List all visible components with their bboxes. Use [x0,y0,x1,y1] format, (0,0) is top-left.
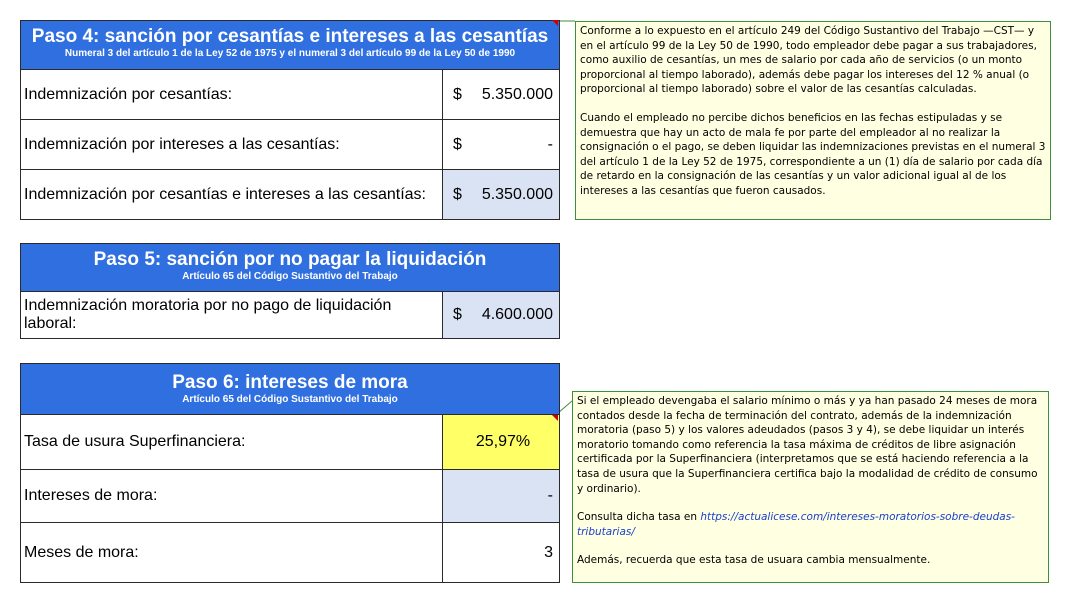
cesantias-value: 5.350.000 [481,85,553,103]
step4-row-cesantias [21,70,559,120]
step5-row-moratoria [21,292,559,338]
cesantias-cell[interactable] [443,70,559,119]
comment-box-intereses-mora [572,391,1049,583]
comment2-link-prefix: Consulta dicha tasa en [577,511,701,524]
step4-row-total [21,170,559,219]
tasa-usura-label: Tasa de usura Superfinanciera: [21,415,443,469]
meses-mora-value: 3 [544,543,553,561]
step6-row-intereses [21,470,559,523]
comment-indicator-step6[interactable] [552,415,558,421]
total-cesantias-value: 5.350.000 [481,185,553,203]
step4-title: Paso 4: sanción por cesantías e intereses a las cesantías [31,26,549,47]
step5-subtitle: Artículo 65 del Código Sustantivo del Trabajo [182,271,398,282]
intereses-value: - [547,135,553,153]
tasa-usura-cell[interactable] [443,415,559,469]
usury-rate-link[interactable]: https://actualicese.com/intereses-moratorios-sobre-deudas-tributarias/ [577,511,1015,538]
intereses-mora-value: - [547,487,553,504]
step6-subtitle: Artículo 65 del Código Sustantivo del Trabajo [182,394,398,405]
step6-header [21,364,559,415]
currency-symbol: $ [453,85,462,103]
total-cesantias-cell[interactable] [443,170,559,219]
moratoria-label: Indemnización moratoria por no pago de liquidación laboral: [21,292,443,338]
step4-table [20,20,560,220]
step4-row-intereses [21,120,559,170]
step6-row-meses [21,523,559,582]
intereses-label: Indemnización por intereses a las cesantías: [21,120,443,169]
step4-subtitle: Numeral 3 del artículo 1 de la Ley 52 de 1975 y el numeral 3 del artículo 99 de la Ley 50 de 1990 [64,48,516,59]
total-cesantias-label: Indemnización por cesantías e intereses a las cesantías: [21,170,443,219]
meses-mora-cell[interactable] [443,523,559,582]
tasa-usura-value: 25,97% [475,433,531,450]
currency-symbol: $ [453,185,462,203]
comment2-paragraph-3: Además, recuerda que esta tasa de usuara cambia mensualmente. [577,554,931,567]
cesantias-label: Indemnización por cesantías: [21,70,443,119]
comment-box-cesantias [575,21,1051,220]
comment-indicator-step4[interactable] [552,20,558,26]
intereses-mora-label: Intereses de mora: [21,470,443,522]
moratoria-cell[interactable] [443,292,559,338]
comment-connector-2 [558,401,572,413]
comment1-paragraph-1: Conforme a lo expuesto en el artículo 249 del Código Sustantivo del Trabajo —CST— y en el artículo 99 de la Ley 50 de 1990, todo empleador debe pagar a sus trabajadores, como auxilio de cesantías, un mes de salario por cada año de servicios (o un monto proporcional al tiempo laborado), además debe pagar los intereses del 12 % anual (o proporcional al tiempo laborado) sobre el valor de las cesantías calculadas. [580,25,1037,96]
step6-title: Paso 6: intereses de mora [172,372,408,393]
intereses-cell[interactable] [443,120,559,169]
step5-title: Paso 5: sanción por no pagar la liquidación [93,249,487,270]
step6-table [20,363,560,583]
meses-mora-label: Meses de mora: [21,523,443,582]
step5-table [20,243,560,339]
currency-symbol: $ [453,306,462,323]
moratoria-value: 4.600.000 [481,306,553,323]
step4-header [21,21,559,70]
step6-row-tasa [21,415,559,470]
comment2-paragraph-2 [577,510,1044,539]
intereses-mora-cell[interactable] [443,470,559,522]
comment1-paragraph-2: Cuando el empleado no percibe dichos beneficios en las fechas estipuladas y se demuestra que hay un acto de mala fe por parte del empleador al no realizar la consignación o el pago, se deben liquidar las indemnizaciones previstas en el numeral 3 del artículo 1 de la Ley 52 de 1975, correspondiente a un (1) día de salario por cada día de retardo en la consignación de las cesantías y un valor adicional igual al de los intereses a las cesantías que fueron causados. [580,111,1046,197]
comment2-paragraph-1: Si el empleado devengaba el salario mínimo o más y ya han pasado 24 meses de mora contados desde la fecha de terminación del contrato, además de la indemnización moratoria (paso 5) y los valores adeudados (pasos 3 y 4), se debe liquidar un interés moratorio tomando como referencia la tasa máxima de créditos de libre asignación certificada por la Superfinanciera (interpretamos que se está haciendo referencia a la tasa de usura que la Superfinanciera certifica bajo la modalidad de crédito de consumo y ordinario). [577,395,1038,495]
currency-symbol: $ [453,135,462,153]
step5-header [21,244,559,292]
